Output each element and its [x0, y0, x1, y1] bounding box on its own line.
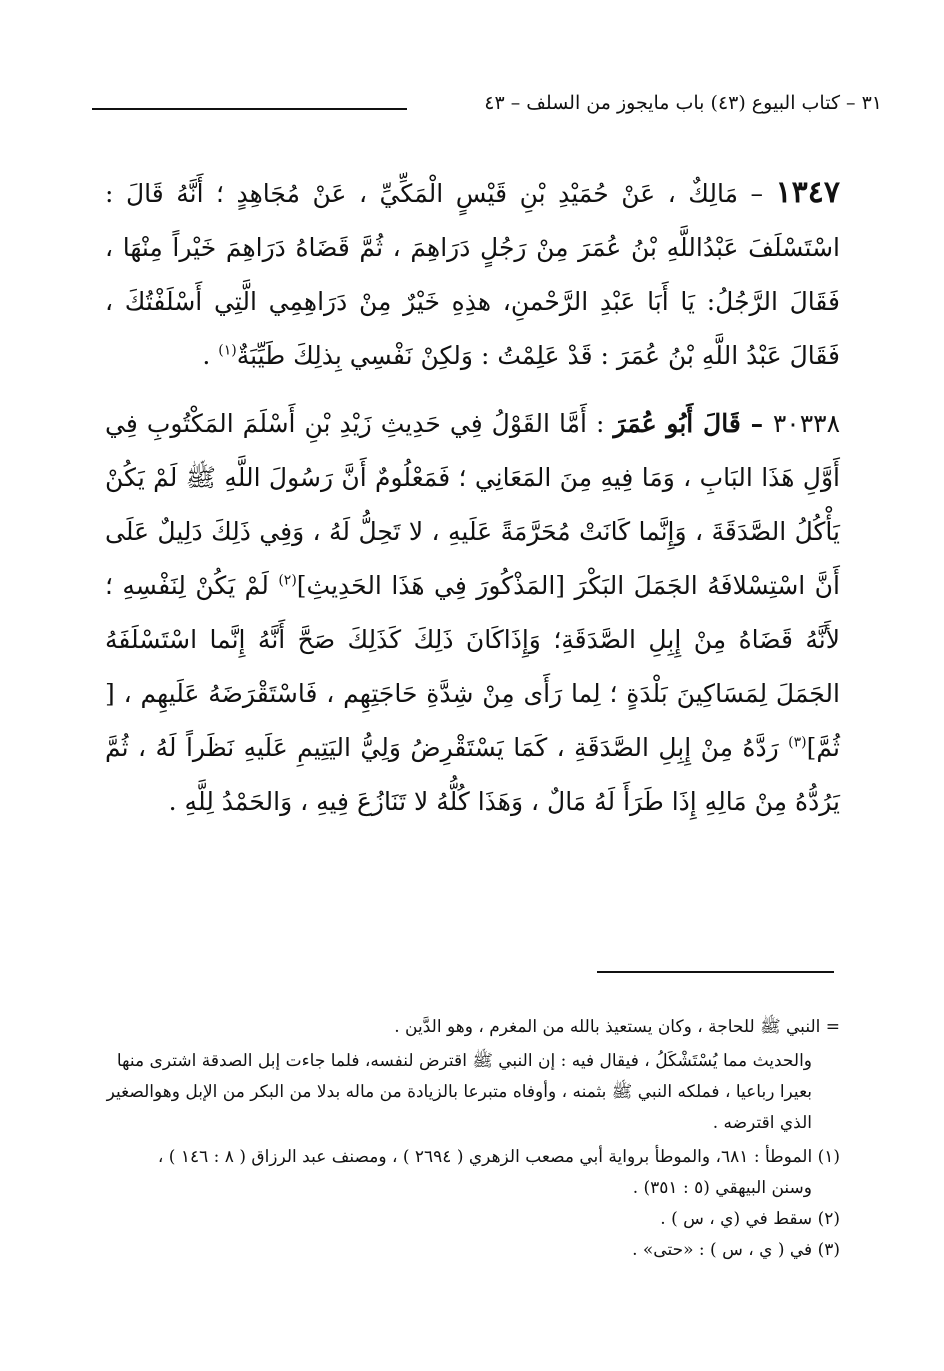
- paragraph-end: .: [202, 341, 219, 370]
- speaker-lead: – قَالَ أَبُو عُمَرَ: [613, 409, 773, 438]
- paragraph-text-a: : أَمَّا القَوْلُ فِي حَدِيثِ زَيْدِ بْنِ أَسْلَمَ المَكْتُوبِ فِي أَوَّلِ هَذَا البَابِ ، وَمَا فِيهِ مِنَ المَعَانِي ؛ فَمَعْلُومٌ أَنَّ رَسُولَ اللَّهِ ﷺ لَمْ يَكُنْ يَأْكُلُ الصَّدَقَةَ ، وَإِنَّما كَانَتْ مُحَرَّمَةً عَلَيهِ ، لا تَحِلُّ لَهُ ، وَفِي ذَلِكَ دَلِيلٌ عَلَى أَنَّ اسْتِسْلافَهُ الجَمَلَ البَكْرَ [المَذْكُورَ فِي هَذَا الحَدِيثِ]: [105, 409, 840, 600]
- footnotes: [105, 1012, 840, 1266]
- footnote-2: (٢) سقط في (ي ، س ) .: [660, 1209, 840, 1229]
- paragraph-text-c: رَدَّهُ مِنْ إِبِلِ الصَّدَقَةِ ، كَمَا يَسْتَقْرِضُ وَلِيُّ اليَتِيمِ عَلَيهِ نَظَراً لَهُ ، ثُمَّ يَرُدُّهُ مِنْ مَالِهِ إِذَا طَرَأَ لَهُ مَالٌ ، وَهَذَا كُلُّهُ لا تَنَازُعَ فِيهِ ، وَالحَمْدُ لِلَّهِ .: [105, 733, 840, 816]
- footnote-commentary: والحديث مما يُسْتَشْكَلُ ، فيقال فيه : إن النبي ﷺ اقترض لنفسه، فلما جاءت إبل الصدقة اشترى منها بعيرا رباعيا ، فملكه النبي ﷺ بثمنه ، وأوفاه متبرعا بالزيادة من ماله بدلا من البكر من الإبل وهوالصغير الذي اقترضه .: [106, 1051, 812, 1133]
- footnote-3: (٣) في ( ي ، س ) : «حتى» .: [632, 1240, 840, 1260]
- header-title: ٣١ – كتاب البيوع (٤٣) باب مايجوز من السلف – ٤٣: [484, 92, 882, 114]
- main-text: [105, 166, 840, 829]
- header-rule: [92, 108, 407, 110]
- footnote-ref-2[interactable]: (٢): [278, 572, 297, 589]
- footnote-1-line-2: وسنن البيهقي (٥ : ٣٥١) .: [632, 1178, 812, 1198]
- footnote-continuation: = النبي ﷺ للحاجة ، وكان يستعيذ بالله من المغرم ، وهو الدَّين .: [394, 1017, 840, 1037]
- footnote-ref-1[interactable]: (١): [218, 342, 237, 359]
- paragraph-text-b: لَمْ يَكُنْ لِنَفْسِهِ ؛ لأَنَّهُ قَضَاهُ مِنْ إِبِلِ الصَّدَقَةِ؛ وَإِذَاكَانَ ذَلِكَ كَذَلِكَ صَحَّ أَنَّهُ إِنَّما اسْتَسْلَفَهُ الجَمَلَ لِمَسَاكِينَ بَلْدَةٍ ؛ لِما رَأَى مِنْ شِدَّةِ حَاجَتِهِم ، فَاسْتَقْرَضَهُ عَلَيهِم ، [ ثُمَّ]: [105, 571, 840, 762]
- footnote-ref-3[interactable]: (٣): [788, 734, 807, 751]
- paragraph-1347: [105, 166, 840, 383]
- footnote-1-line-1: (١) الموطأ : ٦٨١، والموطأ برواية أبي مصعب الزهري ( ٢٦٩٤ ) ، ومصنف عبد الرزاق ( ٨ : ١٤٦ ) ،: [157, 1147, 840, 1167]
- paragraph-number: ٣٠٣٣٨: [772, 409, 841, 438]
- footnote-separator: [597, 971, 834, 973]
- paragraph-30338: [105, 397, 840, 829]
- paragraph-text: – مَالِكٌ ، عَنْ حُمَيْدِ بْنِ قَيْسٍ الْمَكِّيِّ ، عَنْ مُجَاهِدٍ ؛ أَنَّهُ قَالَ : اسْتَسْلَفَ عَبْدُاللَّهِ بْنُ عُمَرَ مِنْ رَجُلٍ دَرَاهِمَ ، ثُمَّ قَضَاهُ دَرَاهِمَ خَيْراً مِنْهَا ، فَقَالَ الرَّجُلُ: يَا أَبَا عَبْدِ الرَّحْمنِ، هذِهِ خَيْرٌ مِنْ دَرَاهِمِي الَّتِي أَسْلَفْتُكَ ، فَقَالَ عَبْدُ اللَّهِ بْنُ عُمَرَ : قَدْ عَلِمْتُ : وَلكِنْ نَفْسِي بِذلِكَ طَيِّبَةٌ: [105, 179, 840, 370]
- running-header: [92, 88, 882, 128]
- paragraph-number: ١٣٤٧: [775, 175, 840, 210]
